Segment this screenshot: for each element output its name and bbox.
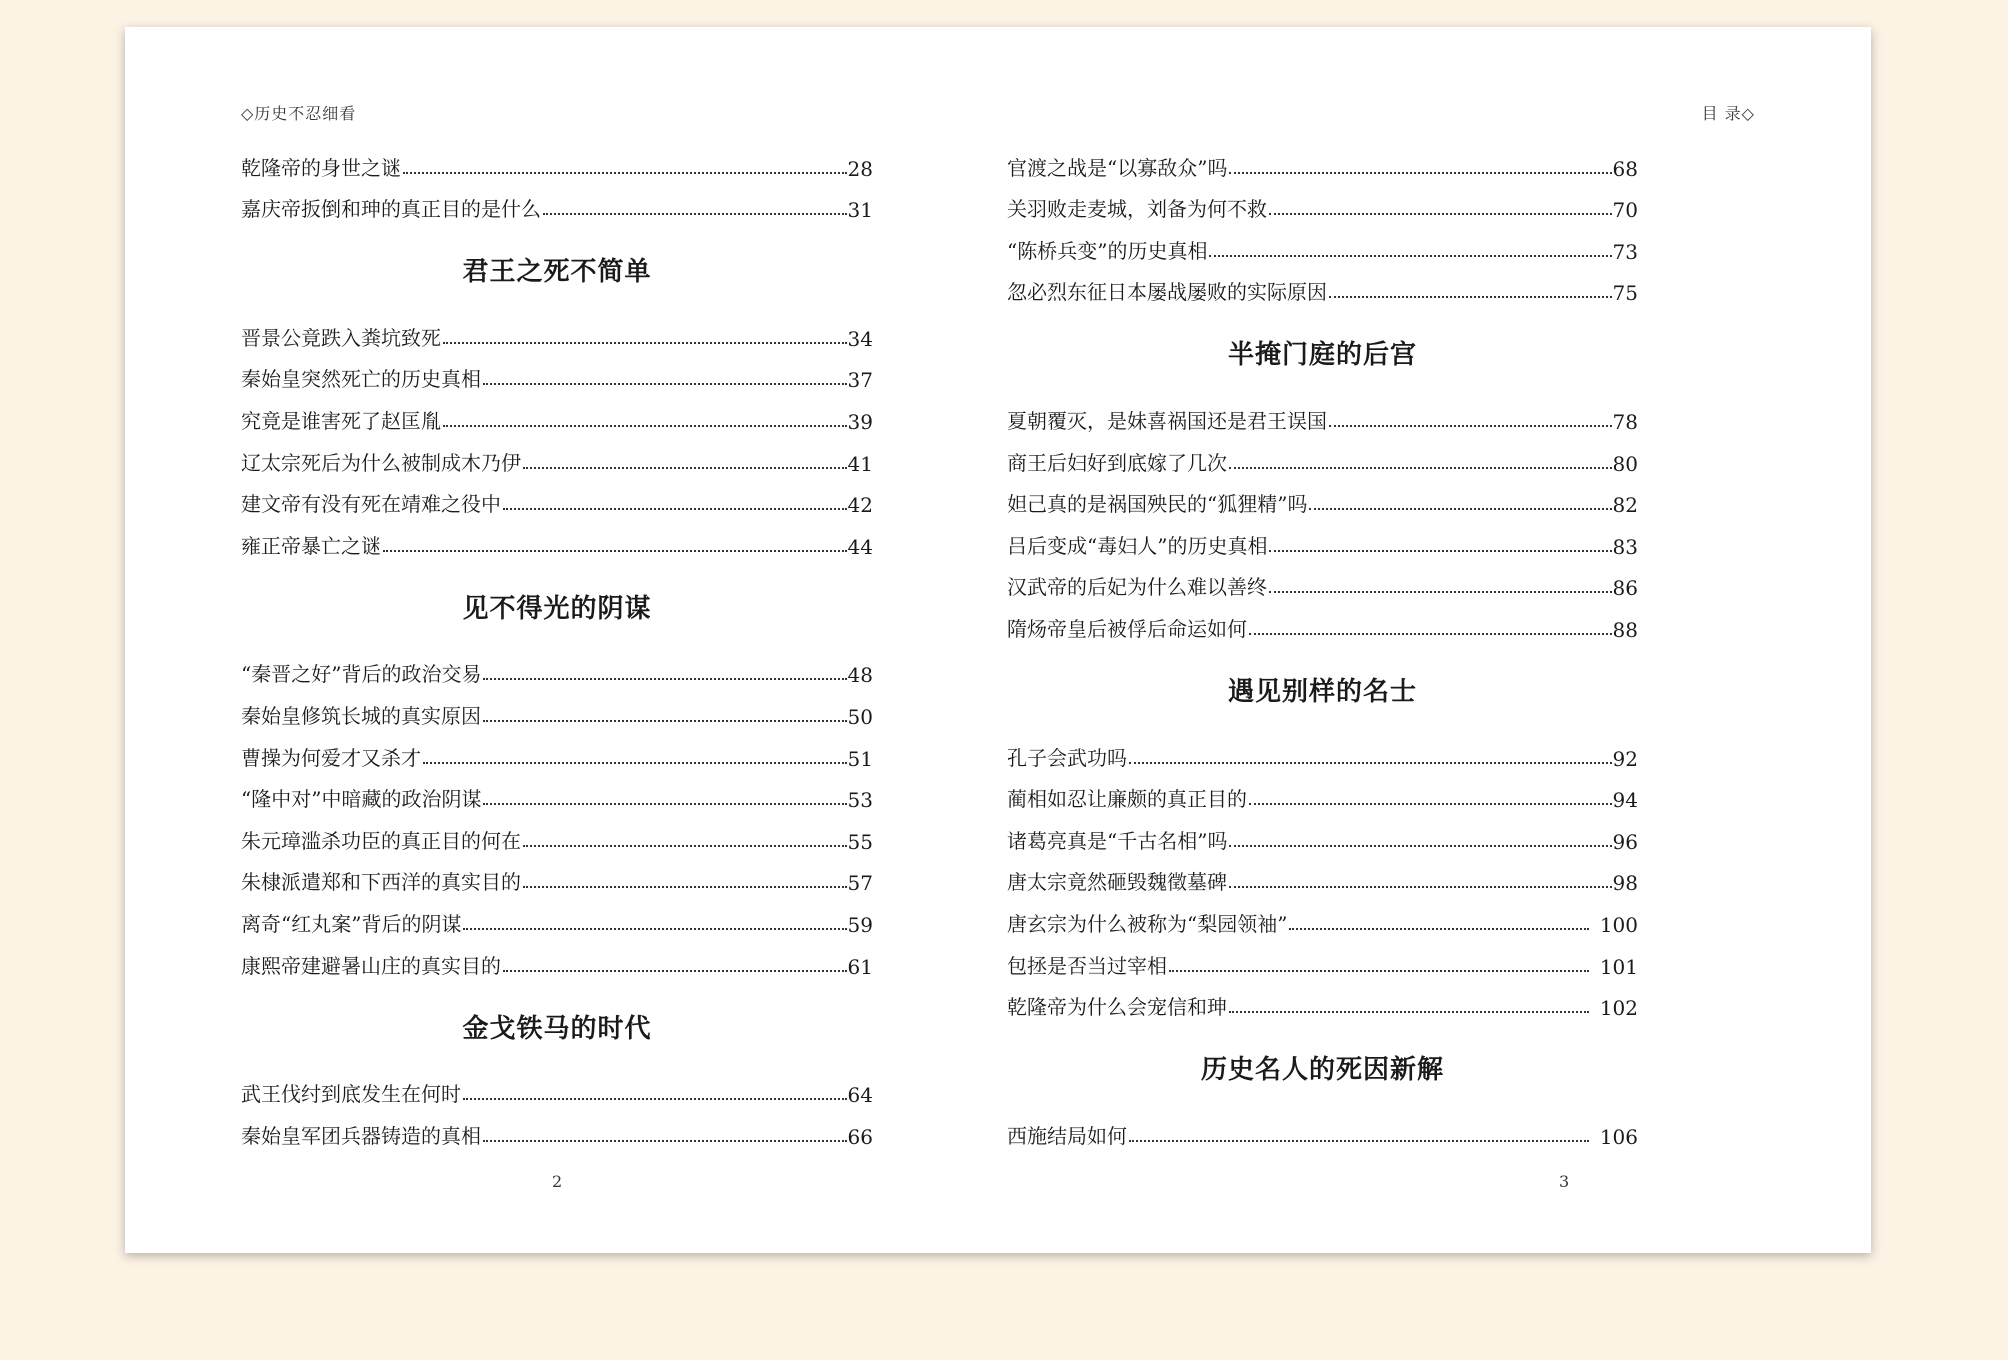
toc-entry: [241, 646, 873, 688]
dot-leader: [503, 508, 847, 510]
toc-entry: [1007, 559, 1638, 601]
toc-entry-title: 离奇“红丸案”背后的阴谋: [241, 911, 462, 936]
toc-entry-page: 48: [847, 663, 873, 688]
toc-entry-title: 康熙帝建避暑山庄的真实目的: [241, 953, 501, 978]
right-page: [998, 27, 1871, 1253]
toc-entry-title: 秦始皇军团兵器铸造的真相: [241, 1123, 481, 1148]
dot-leader: [483, 720, 847, 722]
toc-entry: [1007, 979, 1638, 1021]
toc-entry-page: 80: [1612, 451, 1638, 476]
toc-entry-title: 西施结局如何: [1007, 1123, 1127, 1148]
dot-leader: [1269, 550, 1611, 552]
toc-entry: [1007, 517, 1638, 559]
dot-leader: [483, 1140, 847, 1142]
toc-entry-page: 82: [1612, 493, 1638, 518]
toc-entry-page: 37: [847, 368, 873, 393]
dot-leader: [483, 383, 847, 385]
toc-entry: [241, 771, 873, 813]
dot-leader: [1249, 633, 1612, 635]
toc-entry-page: 96: [1612, 829, 1638, 854]
toc-entry-page: 106: [1599, 1124, 1638, 1149]
toc-entry-page: 88: [1612, 617, 1638, 642]
dot-leader: [1229, 1011, 1589, 1013]
toc-entry-title: 蔺相如忍让廉颇的真正目的: [1007, 787, 1247, 812]
toc-entry: [1007, 771, 1638, 813]
section-heading: 见不得光的阴谋: [462, 593, 652, 624]
toc-entry-title: 辽太宗死后为什么被制成木乃伊: [241, 450, 521, 475]
toc-entry-page: 50: [847, 704, 873, 729]
dot-leader: [1229, 467, 1612, 469]
toc-entry-title: 晋景公竟跌入粪坑致死: [241, 325, 441, 350]
toc-entry-title: 建文帝有没有死在靖难之役中: [241, 492, 501, 517]
toc-entry-page: 57: [847, 871, 873, 896]
toc-entry: [241, 937, 873, 979]
toc-entry-page: 73: [1612, 239, 1638, 264]
section-heading: 君王之死不简单: [462, 257, 652, 288]
toc-entry: [241, 309, 873, 351]
dot-leader: [463, 1098, 847, 1100]
dot-leader: [1329, 296, 1612, 298]
toc-entry-page: 102: [1599, 996, 1638, 1021]
toc-entry-title: 商王后妇好到底嫁了几次: [1007, 450, 1227, 475]
section-heading: 金戈铁马的时代: [462, 1013, 652, 1044]
toc-entry-page: 78: [1612, 409, 1638, 434]
dot-leader: [1229, 845, 1611, 847]
dot-leader: [483, 678, 846, 680]
toc-entry-page: 100: [1599, 912, 1638, 937]
toc-entry-page: 39: [847, 409, 873, 434]
toc-entry: [241, 1107, 873, 1149]
toc-entry-page: 41: [847, 451, 873, 476]
dot-leader: [1309, 508, 1611, 510]
toc-entry: [241, 854, 873, 896]
dot-leader: [1249, 803, 1612, 805]
toc-entry-title: 嘉庆帝扳倒和珅的真正目的是什么: [241, 197, 541, 222]
toc-entry: [1007, 139, 1638, 181]
toc-entry: [241, 687, 873, 729]
toc-entry-title: 汉武帝的后妃为什么难以善终: [1007, 575, 1267, 600]
toc-entry-page: 28: [847, 156, 873, 181]
toc-entry: [1007, 854, 1638, 896]
toc-entry-title: 官渡之战是“以寡敌众”吗: [1007, 155, 1228, 180]
toc-entry: [241, 351, 873, 393]
toc-entry: [1007, 222, 1638, 264]
toc-entry-title: 雍正帝暴亡之谜: [241, 533, 381, 558]
toc-entry-title: 秦始皇修筑长城的真实原因: [241, 703, 481, 728]
page-number: 2: [552, 1172, 563, 1191]
running-head: ◇历史不忍细看: [241, 104, 357, 123]
toc-entry-title: “隆中对”中暗藏的政治阴谋: [241, 787, 482, 812]
dot-leader: [1229, 886, 1612, 888]
toc-entry-page: 75: [1612, 281, 1638, 306]
dot-leader: [403, 172, 847, 174]
dot-leader: [443, 342, 847, 344]
dot-leader: [1289, 928, 1588, 930]
toc-entry: [241, 476, 873, 518]
toc-entry-title: 秦始皇突然死亡的历史真相: [241, 367, 481, 392]
toc-entry: [1007, 392, 1638, 434]
dot-leader: [503, 970, 847, 972]
toc-entry-page: 31: [847, 198, 873, 223]
table-of-contents: [241, 139, 873, 1149]
page-number: 3: [1559, 1172, 1570, 1191]
toc-entry-title: 吕后变成“毒妇人”的历史真相: [1007, 533, 1268, 558]
dot-leader: [1229, 172, 1611, 174]
dot-leader: [1129, 1140, 1589, 1142]
toc-entry-title: 武王伐纣到底发生在何时: [241, 1082, 461, 1107]
toc-entry-page: 70: [1612, 198, 1638, 223]
dot-leader: [1269, 591, 1612, 593]
section-heading: 半掩门庭的后宫: [1227, 340, 1417, 371]
dot-leader: [483, 803, 846, 805]
section-heading: 历史名人的死因新解: [1200, 1055, 1444, 1086]
toc-entry: [241, 517, 873, 559]
dot-leader: [523, 845, 847, 847]
toc-entry: [241, 1066, 873, 1108]
toc-entry-page: 83: [1612, 534, 1638, 559]
section-heading: 遇见别样的名士: [1227, 676, 1417, 707]
toc-entry-page: 92: [1612, 746, 1638, 771]
toc-entry-page: 101: [1599, 954, 1638, 979]
toc-entry-page: 44: [847, 534, 873, 559]
toc-entry-page: 51: [847, 746, 873, 771]
dot-leader: [463, 928, 846, 930]
toc-entry-title: 曹操为何爱才又杀才: [241, 745, 421, 770]
toc-entry: [1007, 937, 1638, 979]
toc-entry: [241, 139, 873, 181]
dot-leader: [1129, 762, 1612, 764]
toc-entry-title: 夏朝覆灭，是妹喜祸国还是君王误国: [1007, 408, 1327, 433]
toc-entry-title: 究竟是谁害死了赵匡胤: [241, 408, 441, 433]
toc-entry-title: 朱棣派遣郑和下西洋的真实目的: [241, 870, 521, 895]
toc-entry-title: 妲己真的是祸国殃民的“狐狸精”吗: [1007, 492, 1308, 517]
toc-entry-title: 关羽败走麦城，刘备为何不救: [1007, 197, 1267, 222]
toc-entry-page: 66: [847, 1124, 873, 1149]
dot-leader: [523, 467, 847, 469]
toc-entry-title: 包拯是否当过宰相: [1007, 953, 1167, 978]
toc-entry: [1007, 600, 1638, 642]
dot-leader: [523, 886, 847, 888]
dot-leader: [1169, 970, 1589, 972]
dot-leader: [1329, 425, 1612, 427]
toc-entry: [241, 181, 873, 223]
toc-entry: [241, 729, 873, 771]
toc-entry: [1007, 434, 1638, 476]
toc-entry: [241, 392, 873, 434]
toc-entry-page: 42: [847, 493, 873, 518]
left-page: [125, 27, 998, 1253]
toc-entry-title: “秦晋之好”背后的政治交易: [241, 662, 482, 687]
toc-entry-page: 53: [847, 788, 873, 813]
toc-entry-title: 孔子会武功吗: [1007, 745, 1127, 770]
toc-entry: [241, 812, 873, 854]
toc-entry-page: 94: [1612, 788, 1638, 813]
dot-leader: [383, 550, 847, 552]
toc-entry: [1007, 812, 1638, 854]
toc-entry: [1007, 264, 1638, 306]
toc-entry-title: 乾隆帝为什么会宠信和珅: [1007, 995, 1227, 1020]
dot-leader: [1209, 255, 1611, 257]
toc-entry-title: 忽必烈东征日本屡战屡败的实际原因: [1007, 280, 1327, 305]
toc-entry-page: 55: [847, 829, 873, 854]
toc-entry-title: 乾隆帝的身世之谜: [241, 155, 401, 180]
table-of-contents: [1007, 139, 1638, 1149]
toc-entry: [1007, 729, 1638, 771]
toc-entry: [1007, 1107, 1638, 1149]
dot-leader: [543, 213, 847, 215]
toc-entry: [1007, 181, 1638, 223]
toc-entry: [1007, 476, 1638, 518]
toc-entry: [241, 895, 873, 937]
toc-entry-title: 朱元璋滥杀功臣的真正目的何在: [241, 828, 521, 853]
dot-leader: [423, 762, 847, 764]
toc-entry-title: 唐玄宗为什么被称为“梨园领袖”: [1007, 911, 1288, 936]
toc-entry-page: 64: [847, 1083, 873, 1108]
toc-entry-page: 34: [847, 326, 873, 351]
dot-leader: [443, 425, 847, 427]
toc-entry-title: 隋炀帝皇后被俘后命运如何: [1007, 616, 1247, 641]
toc-entry-title: 唐太宗竟然砸毁魏徵墓碑: [1007, 870, 1227, 895]
toc-entry-page: 68: [1612, 156, 1638, 181]
dot-leader: [1269, 213, 1612, 215]
toc-entry-page: 59: [847, 912, 873, 937]
toc-entry: [241, 434, 873, 476]
book-spread: [125, 27, 1871, 1253]
toc-entry: [1007, 895, 1638, 937]
toc-entry-page: 61: [847, 954, 873, 979]
toc-entry-page: 98: [1612, 871, 1638, 896]
toc-entry-title: “陈桥兵变”的历史真相: [1007, 238, 1208, 263]
toc-entry-page: 86: [1612, 576, 1638, 601]
toc-entry-title: 诸葛亮真是“千古名相”吗: [1007, 828, 1228, 853]
running-head: 目 录◇: [1701, 104, 1755, 123]
